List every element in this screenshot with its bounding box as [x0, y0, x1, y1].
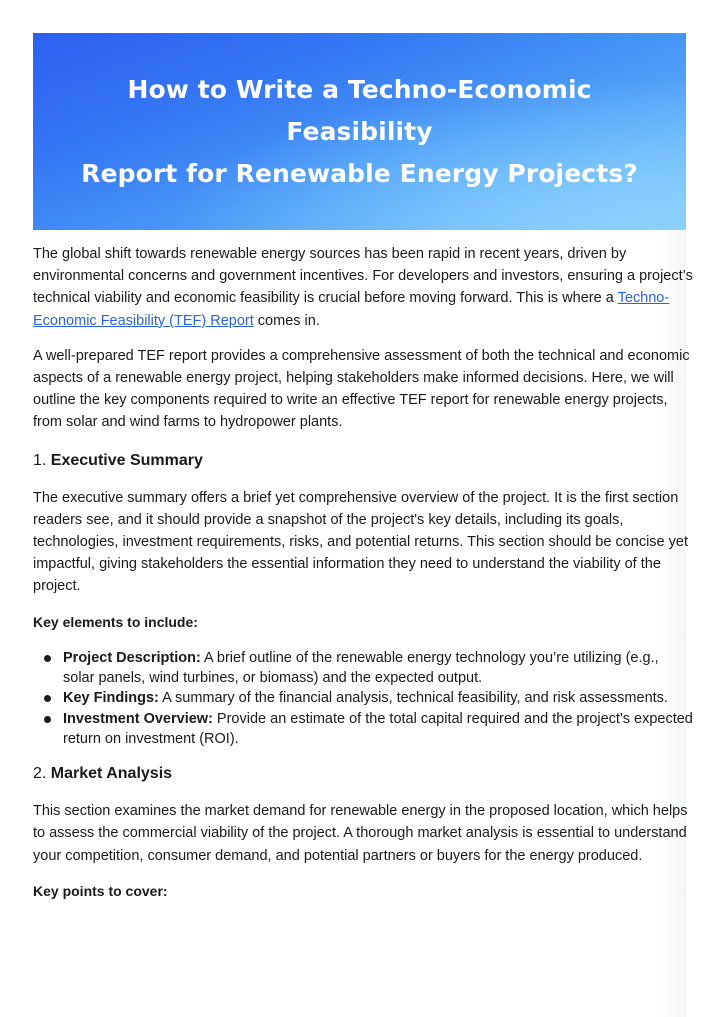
intro-paragraph-2: A well-prepared TEF report provides a comprehensive assessment of both the technical and economic aspects of a renewable energy project, helping stakeholders make informed decisions. Here, we will outline the key components required to write an effective TEF report for renewable energy projects, from solar and wind farms to hydropower plants.: [33, 347, 690, 431]
section-title: Market Analysis: [50, 765, 173, 783]
section-heading-executive-summary: [33, 450, 693, 472]
list-item-text: Provide an estimate of the total capital required and the project's expected return on investment (ROI).: [63, 710, 693, 747]
executive-summary-paragraph: The executive summary offers a brief yet comprehensive overview of the project. It is the first section readers see, and it should provide a snapshot of the project's key details, including its goals, technologies, investment requirements, risks, and potential returns. This section should be concise yet impactful, giving stakeholders the essential information they need to understand the viability of the project.: [33, 489, 688, 595]
bullet-icon: [44, 716, 51, 723]
article-body: [33, 243, 693, 917]
bullet-icon: [44, 655, 51, 662]
list-item: [33, 709, 693, 750]
intro-paragraph-1: [33, 243, 693, 332]
section-number: 1.: [33, 451, 47, 469]
market-analysis-paragraph: This section examines the market demand for renewable energy in the proposed location, which helps to assess the commercial viability of the project. A thorough market analysis is essential to understand your competition, consumer demand, and potential partners or buyers for the energy produced.: [33, 803, 688, 864]
list-item-text: A brief outline of the renewable energy technology you’re utilizing (e.g., solar panels, wind turbines, or biomass) and the expected output.: [63, 649, 659, 686]
intro-text-after-link: comes in.: [253, 312, 320, 329]
key-elements-list: [33, 648, 693, 749]
bullet-icon: [44, 695, 51, 702]
list-item-term: Key Findings:: [63, 690, 159, 707]
key-points-label: Key points to cover:: [33, 882, 168, 899]
page-title: How to Write a Techno-Economic Feasibility Report for Renewable Energy Projects?: [81, 74, 638, 188]
intro-text-before-link: The global shift towards renewable energy sources has been rapid in recent years, driven by environmental concerns and government incentives. For developers and investors, ensuring a project’s technical viability and economic feasibility is crucial before moving forward. This is where a: [33, 246, 693, 307]
header-banner: [33, 33, 686, 230]
list-item: [33, 688, 693, 708]
list-item-term: Project Description:: [63, 649, 201, 666]
key-elements-label: Key elements to include:: [33, 613, 198, 630]
list-item: [33, 648, 693, 689]
section-title: Executive Summary: [50, 451, 203, 469]
section-number: 2.: [33, 765, 47, 783]
list-item-text: A summary of the financial analysis, technical feasibility, and risk assessments.: [158, 690, 668, 707]
tef-report-link[interactable]: Techno-Economic Feasibility (TEF) Report: [33, 290, 670, 329]
section-heading-market-analysis: [33, 763, 693, 785]
list-item-term: Investment Overview:: [63, 710, 213, 727]
